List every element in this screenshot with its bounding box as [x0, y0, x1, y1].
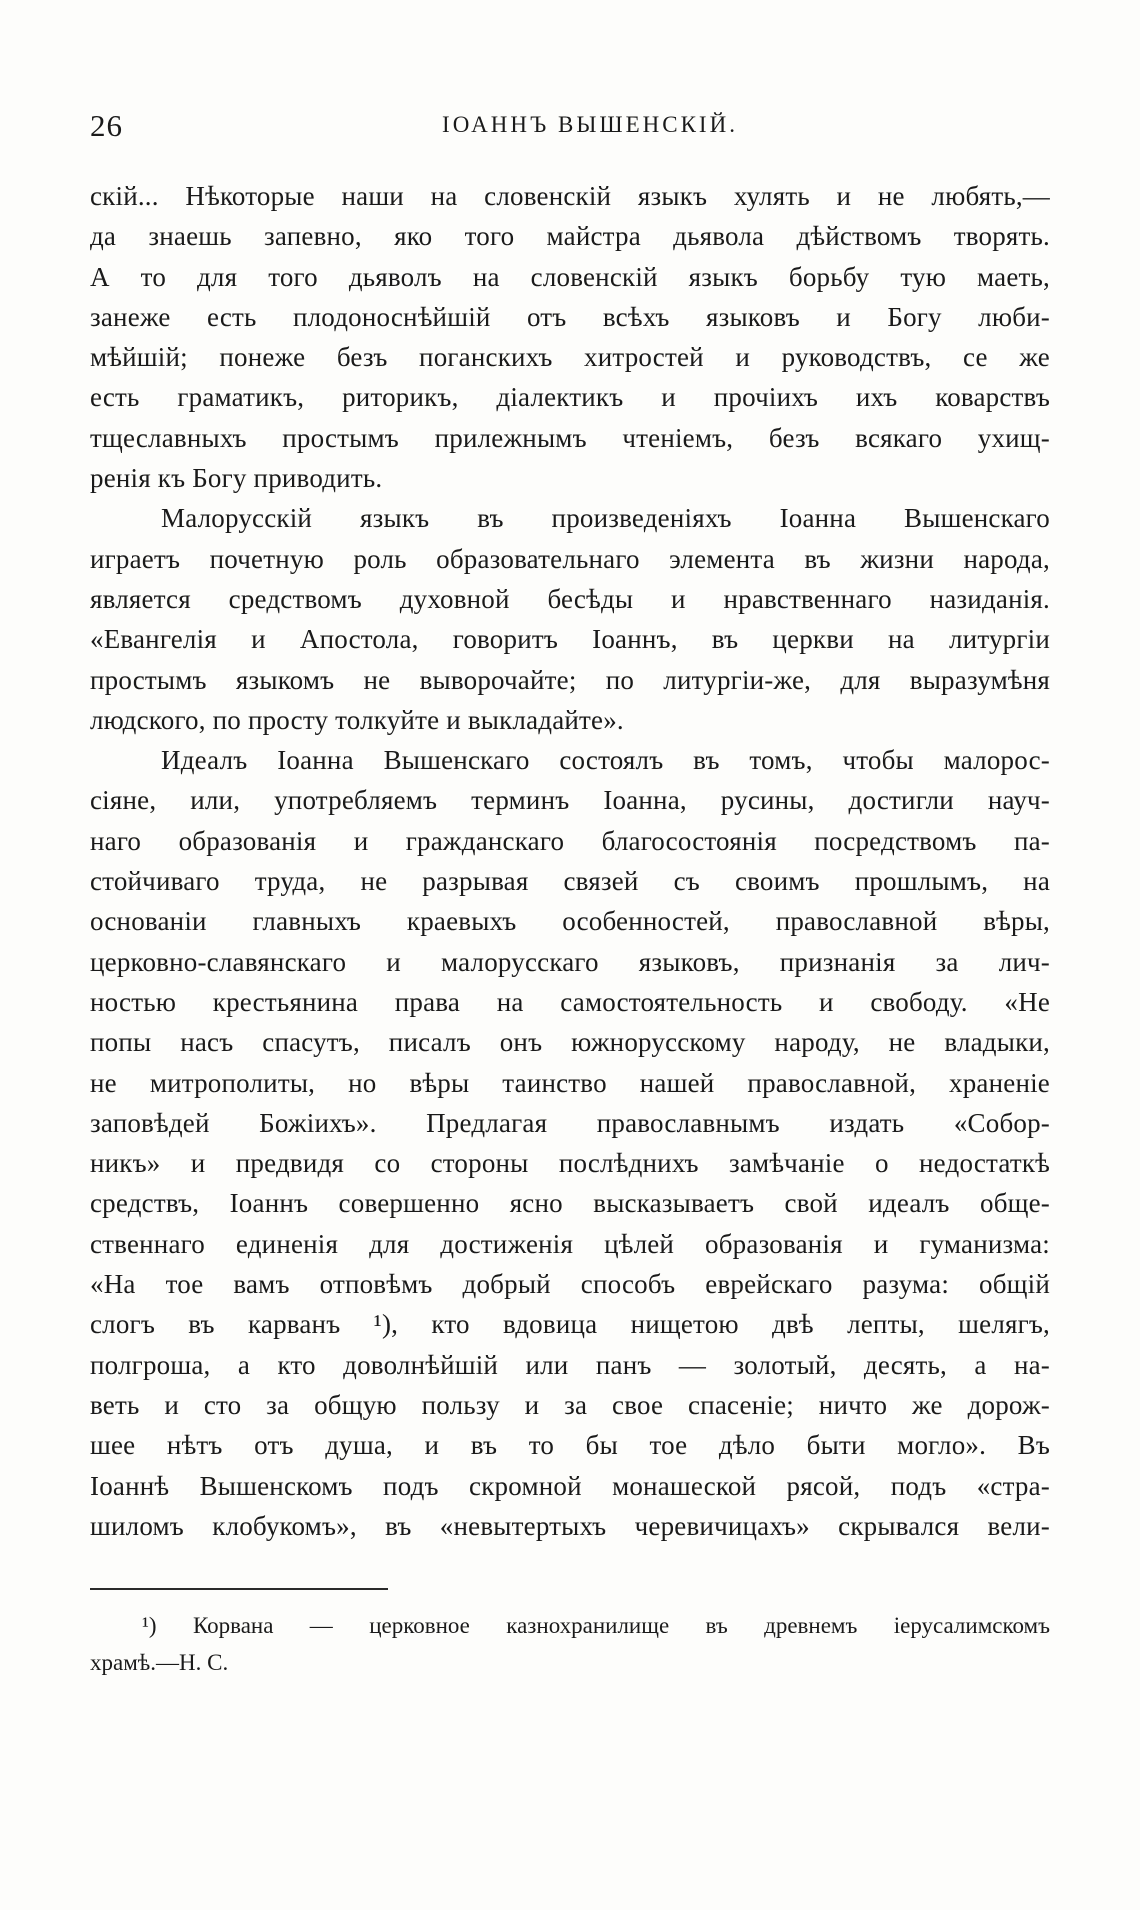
text-line: сіяне, или, употребляемъ терминъ Іоанна, русины, достигли науч-: [90, 785, 1050, 816]
text-line: людского, по просту толкуйте и выкладайте».: [90, 704, 624, 735]
text-line: церковно-славянскаго и малорусскаго языковъ, признанія за лич-: [90, 946, 1050, 977]
footnote: [90, 1607, 1050, 1681]
text-line: простымъ языкомъ не выворочайте; по литургіи-же, для выразумѣня: [90, 664, 1050, 695]
text-line: ственнаго единенія для достиженія цѣлей образованія и гуманизма:: [90, 1228, 1050, 1259]
paragraph-start-line: Малорусскій языкъ въ произведеніяхъ Іоанна Вышенскаго: [161, 503, 1050, 534]
text-line: стойчиваго труда, не разрывая связей съ своимъ прошлымъ, на: [90, 866, 1050, 897]
text-line: играетъ почетную роль образовательнаго элемента въ жизни народа,: [90, 543, 1050, 574]
text-line: «Евангелія и Апостола, говоритъ Іоаннъ, въ церкви на литургіи: [90, 624, 1050, 655]
text-line: А то для того дьяволъ на словенскій языкъ борьбу тую маеть,: [90, 261, 1050, 292]
body-text: [90, 176, 1050, 1546]
text-line: основаніи главныхъ краевыхъ особенностей, православной вѣры,: [90, 906, 1050, 937]
text-line: средствъ, Іоаннъ совершенно ясно высказываетъ свой идеалъ обще-: [90, 1188, 1050, 1219]
footnote-line: ¹) Корвана — церковное казнохранилище въ древнемъ іерусалимскомъ: [142, 1613, 1050, 1638]
running-title: ІОАННЪ ВЫШЕНСКІЙ.: [442, 112, 738, 137]
text-line: веть и сто за общую пользу и за свое спасеніе; ничто же дорож-: [90, 1389, 1050, 1420]
text-line: наго образованія и гражданскаго благосостоянія посредствомъ па-: [90, 825, 1050, 856]
paragraph-start-line: Идеалъ Іоанна Вышенскаго состоялъ въ томъ, чтобы малорос-: [161, 745, 1050, 776]
text-line: слогъ въ карванъ ¹), кто вдовица нищетою двѣ лепты, шелягъ,: [90, 1309, 1050, 1340]
text-line: шиломъ клобукомъ», въ «невытертыхъ черевичицахъ» скрывался вели-: [90, 1510, 1050, 1541]
page-number: 26: [90, 108, 123, 143]
text-line: есть граматикъ, риторикъ, діалектикъ и прочіихъ ихъ коварствъ: [90, 382, 1050, 413]
text-line: шее нѣтъ отъ душа, и въ то бы тое дѣло быти могло». Въ: [90, 1430, 1050, 1461]
page-header: [90, 108, 1050, 148]
text-line: скій... Нѣкоторые наши на словенскій языкъ хулять и не любять,—: [90, 181, 1050, 211]
text-line: ностью крестьянина права на самостоятельность и свободу. «Не: [90, 986, 1050, 1017]
text-line: мѣйшій; понеже безъ поганскихъ хитростей и руководствъ, се же: [90, 342, 1050, 373]
text-line: заповѣдей Божіихъ». Предлагая православнымъ издать «Собор-: [90, 1107, 1050, 1138]
text-line: никъ» и предвидя со стороны послѣднихъ замѣчаніе о недостаткѣ: [90, 1148, 1050, 1179]
text-line: попы насъ спасутъ, писалъ онъ южнорусскому народу, не владыки,: [90, 1027, 1050, 1058]
text-line: является средствомъ духовной бесѣды и нравственнаго назиданія.: [90, 583, 1050, 614]
text-line: «На тое вамъ отповѣмъ добрый способъ еврейскаго разума: общій: [90, 1269, 1050, 1300]
text-line: Іоаннѣ Вышенскомъ подъ скромной монашеской рясой, подъ «стра-: [90, 1470, 1050, 1501]
footnote-divider: [90, 1588, 388, 1590]
footnote-line: храмѣ.—Н. С.: [90, 1650, 229, 1675]
text-line: не митрополиты, но вѣры таинство нашей православной, храненіе: [90, 1067, 1050, 1098]
text-line: полгрошa, а кто доволнѣйшій или панъ — золотый, десять, а на-: [90, 1349, 1050, 1380]
text-line: да знаешь запевно, яко того майстра дьявола дѣйствомъ творять.: [90, 221, 1050, 252]
text-line: занеже есть плодоноснѣйшій отъ всѣхъ языковъ и Богу люби-: [90, 301, 1050, 332]
text-line: ренія къ Богу приводить.: [90, 463, 383, 494]
text-line: тщеславныхъ простымъ прилежнымъ чтеніемъ, безъ всякаго ухищ-: [90, 422, 1050, 453]
